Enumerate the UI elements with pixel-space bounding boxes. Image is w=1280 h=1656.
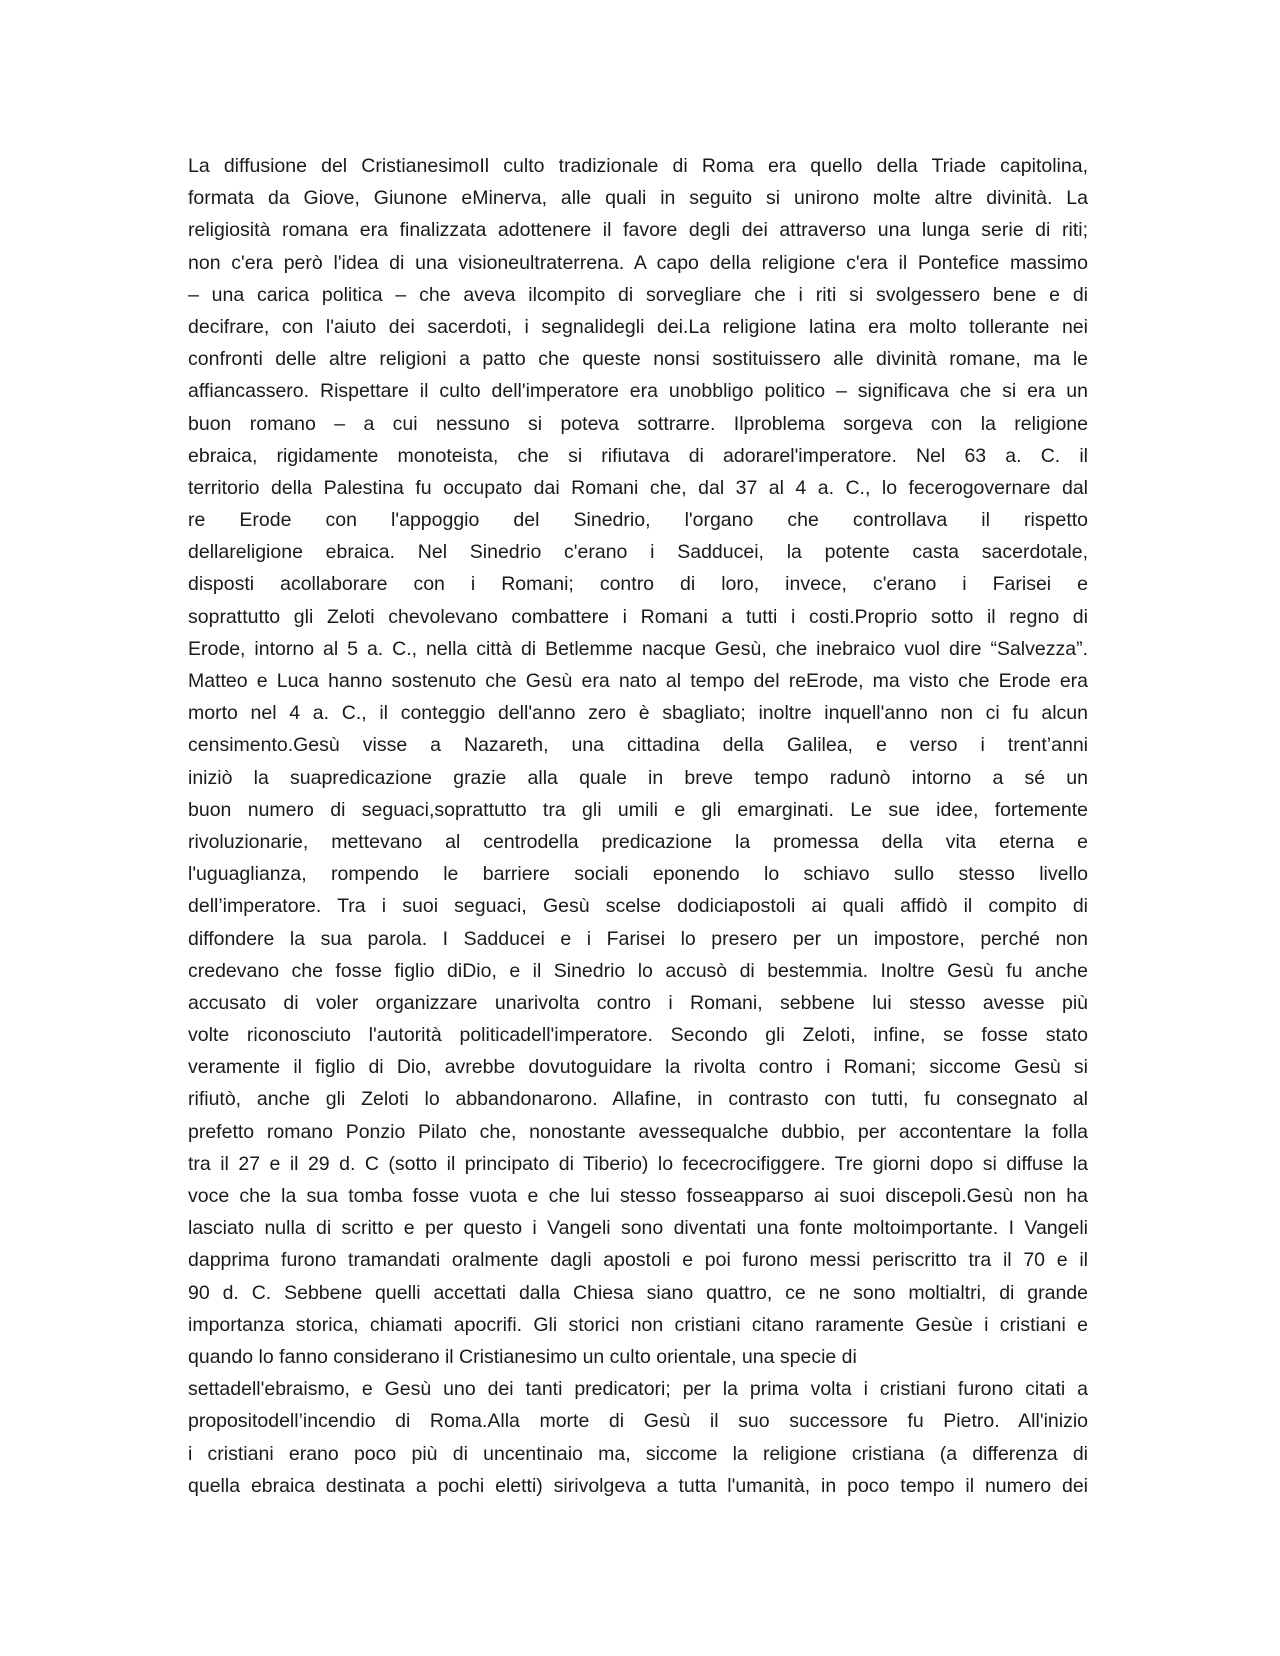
text-line: ebraica, rigidamente monoteista, che si rifiutava di adorarel'imperatore. Nel 63 a. C. il xyxy=(188,444,1088,467)
text-line: 90 d. C. Sebbene quelli accettati dalla Chiesa siano quattro, ce ne sono moltialtri, di grande xyxy=(188,1281,1088,1304)
text-line: settadell'ebraismo, e Gesù uno dei tanti predicatori; per la prima volta i cristiani furono citati a xyxy=(188,1378,1088,1401)
text-line: dapprima furono tramandati oralmente dagli apostoli e poi furono messi periscritto tra il 70 e il xyxy=(188,1249,1088,1272)
text-line: rifiutò, anche gli Zeloti lo abbandonarono. Allafine, in contrasto con tutti, fu consegnato al xyxy=(188,1088,1088,1111)
text-line: accusato di voler organizzare unarivolta contro i Romani, sebbene lui stesso avesse più xyxy=(188,991,1088,1014)
text-line: – una carica politica – che aveva ilcompito di sorvegliare che i riti si svolgessero bene e di xyxy=(188,283,1088,306)
text-line: decifrare, con l'aiuto dei sacerdoti, i segnalidegli dei.La religione latina era molto tollerante nei xyxy=(188,315,1088,338)
text-line: voce che la sua tomba fosse vuota e che lui stesso fosseapparso ai suoi discepoli.Gesù non ha xyxy=(188,1185,1088,1207)
text-line: quando lo fanno considerano il Cristianesimo un culto orientale, una specie di xyxy=(188,1345,857,1368)
text-line: territorio della Palestina fu occupato dai Romani che, dal 37 al 4 a. C., lo fecerogovernare dal xyxy=(188,476,1088,499)
text-line: diffondere la sua parola. I Sadducei e i Farisei lo presero per un impostore, perché non xyxy=(188,927,1088,950)
body-text xyxy=(188,150,1088,1502)
text-line: censimento.Gesù visse a Nazareth, una cittadina della Galilea, e verso i trent’anni xyxy=(188,734,1088,757)
text-line: i cristiani erano poco più di uncentinaio ma, siccome la religione cristiana (a differenza di xyxy=(188,1442,1088,1465)
text-line: propositodell’incendio di Roma.Alla morte di Gesù il suo successore fu Pietro. All'inizio xyxy=(188,1410,1088,1433)
text-line: veramente il figlio di Dio, avrebbe dovutoguidare la rivolta contro i Romani; siccome Gesù si xyxy=(188,1056,1088,1079)
text-line: rivoluzionarie, mettevano al centrodella predicazione la promessa della vita eterna e xyxy=(188,830,1088,853)
text-line: l'uguaglianza, rompendo le barriere sociali eponendo lo schiavo sullo stesso livello xyxy=(188,863,1088,886)
text-line: quella ebraica destinata a pochi eletti) sirivolgeva a tutta l'umanità, in poco tempo il numero dei xyxy=(188,1474,1088,1497)
text-line: affiancassero. Rispettare il culto dell'imperatore era unobbligo politico – significava che si era un xyxy=(188,380,1088,403)
text-line: La diffusione del CristianesimoIl culto tradizionale di Roma era quello della Triade capitolina, xyxy=(188,155,1088,177)
text-line: importanza storica, chiamati apocrifi. Gli storici non cristiani citano raramente Gesùe i cristiani e xyxy=(188,1313,1088,1336)
text-line: re Erode con l'appoggio del Sinedrio, l'organo che controllava il rispetto xyxy=(188,509,1088,532)
text-line: tra il 27 e il 29 d. C (sotto il principato di Tiberio) lo fececrocifiggere. Tre giorni dopo si diffuse la xyxy=(188,1152,1088,1175)
text-line: dellareligione ebraica. Nel Sinedrio c'erano i Sadducei, la potente casta sacerdotale, xyxy=(188,541,1088,564)
text-line: volte riconosciuto l'autorità politicadell'imperatore. Secondo gli Zeloti, infine, se fosse stato xyxy=(188,1024,1088,1047)
text-line: lasciato nulla di scritto e per questo i Vangeli sono diventati una fonte moltoimportante. I Vangeli xyxy=(188,1217,1088,1240)
text-line: Erode, intorno al 5 a. C., nella città di Betlemme nacque Gesù, che inebraico vuol dire “Salvezza”. xyxy=(188,637,1088,660)
text-line: buon romano – a cui nessuno si poteva sottrarre. Ilproblema sorgeva con la religione xyxy=(188,412,1088,435)
text-line: iniziò la suapredicazione grazie alla quale in breve tempo radunò intorno a sé un xyxy=(188,766,1088,789)
text-line: disposti acollaborare con i Romani; contro di loro, invece, c'erano i Farisei e xyxy=(188,573,1088,596)
text-line: dell’imperatore. Tra i suoi seguaci, Gesù scelse dodiciapostoli ai quali affidò il compito di xyxy=(188,895,1088,918)
text-line: formata da Giove, Giunone eMinerva, alle quali in seguito si unirono molte altre divinità. La xyxy=(188,187,1088,210)
text-line: confronti delle altre religioni a patto che queste nonsi sostituissero alle divinità romane, ma le xyxy=(188,348,1088,371)
text-line: buon numero di seguaci,soprattutto tra gli umili e gli emarginati. Le sue idee, fortemente xyxy=(188,798,1088,821)
text-line: prefetto romano Ponzio Pilato che, nonostante avessequalche dubbio, per accontentare la folla xyxy=(188,1120,1088,1143)
text-line: soprattutto gli Zeloti chevolevano combattere i Romani a tutti i costi.Proprio sotto il regno di xyxy=(188,605,1088,628)
text-line: morto nel 4 a. C., il conteggio dell'anno zero è sbagliato; inoltre inquell'anno non ci fu alcun xyxy=(188,702,1088,725)
text-line: credevano che fosse figlio diDio, e il Sinedrio lo accusò di bestemmia. Inoltre Gesù fu anche xyxy=(188,959,1088,982)
text-line: religiosità romana era finalizzata adottenere il favore degli dei attraverso una lunga serie di riti; xyxy=(188,219,1088,242)
text-line: Matteo e Luca hanno sostenuto che Gesù era nato al tempo del reErode, ma visto che Erode era xyxy=(188,670,1088,692)
text-line: non c'era però l'idea di una visioneultraterrena. A capo della religione c'era il Pontefice massimo xyxy=(188,251,1088,274)
